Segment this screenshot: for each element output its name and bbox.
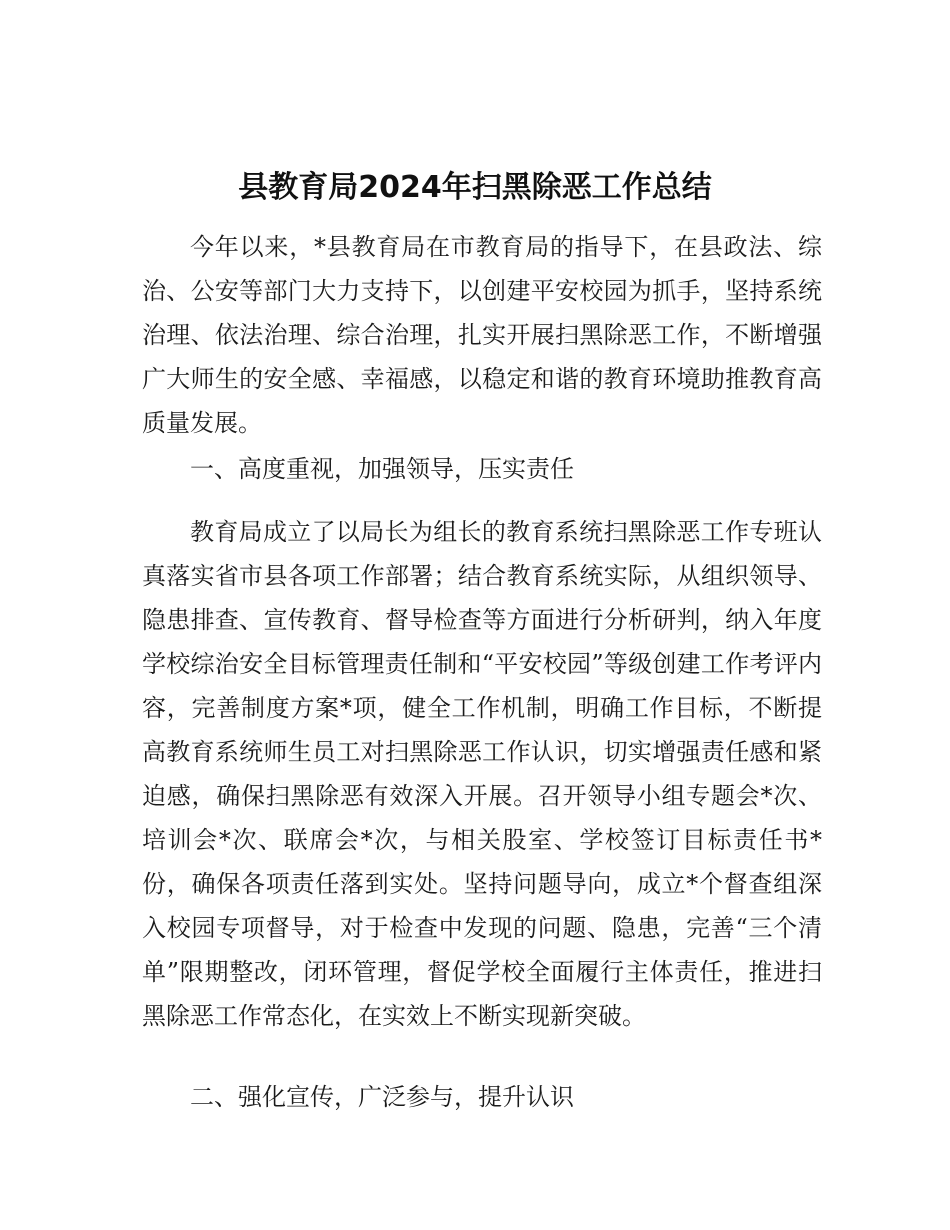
section-heading-2: 二、强化宣传，广泛参与，提升认识: [190, 1083, 574, 1111]
intro-paragraph: 今年以来，*县教育局在市教育局的指导下，在县政法、综治、公安等部门大力支持下，以创建平安校园为抓手，坚持系统治理、依法治理、综合治理，扎实开展扫黑除恶工作，不断增强广大师生的安全感、幸福感，以稳定和谐的教育环境助推教育高质量发展。: [142, 233, 822, 437]
section-heading-1: 一、高度重视，加强领导，压实责任: [190, 455, 574, 483]
section-1-paragraph: 教育局成立了以局长为组长的教育系统扫黑除恶工作专班认真落实省市县各项工作部署；结合教育系统实际，从组织领导、隐患排查、宣传教育、督导检查等方面进行分析研判，纳入年度学校综治安全目标管理责任制和“平安校园”等级创建工作考评内容，完善制度方案*项，健全工作机制，明确工作目标，不断提高教育系统师生员工对扫黑除恶工作认识，切实增强责任感和紧迫感，确保扫黑除恶有效深入开展。召开领导小组专题会*次、培训会*次、联席会*次，与相关股室、学校签订目标责任书*份，确保各项责任落到实处。坚持问题导向，成立*个督查组深入校园专项督导，对于检查中发现的问题、隐患，完善“三个清单”限期整改，闭环管理，督促学校全面履行主体责任，推进扫黑除恶工作常态化，在实效上不断实现新突破。: [142, 518, 822, 1030]
document-title: 县教育局2024年扫黑除恶工作总结: [238, 170, 712, 205]
